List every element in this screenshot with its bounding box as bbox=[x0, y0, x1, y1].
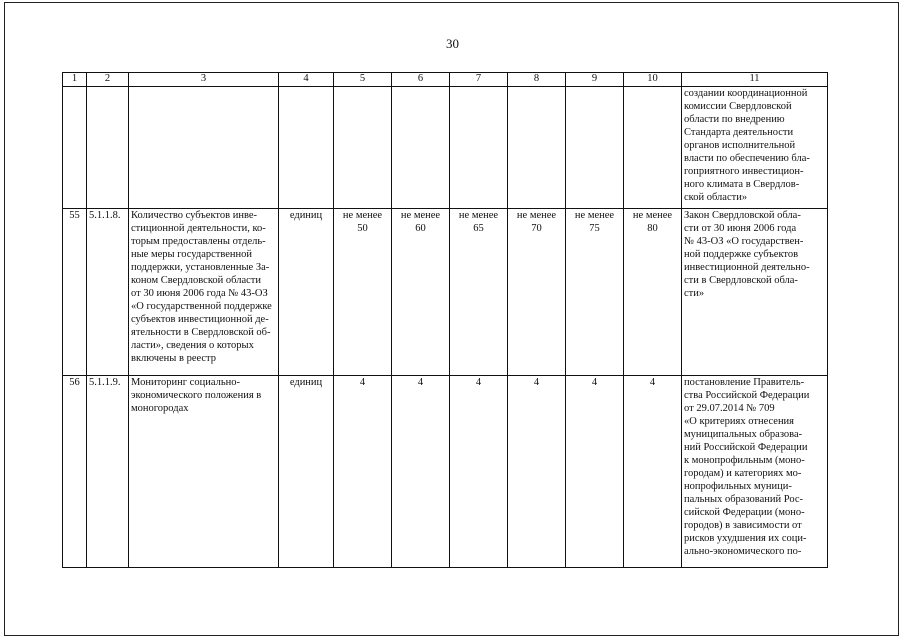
header-cell: 9 bbox=[566, 73, 624, 87]
value-cell: не менее 60 bbox=[392, 209, 450, 376]
table-row bbox=[63, 209, 828, 376]
header-cell: 4 bbox=[279, 73, 334, 87]
row-number: 56 bbox=[63, 376, 87, 568]
indicator-name: Количество субъектов инве- стиционной деятельности, ко- торым предоставлены отдель- ные меры государственной поддержки, установленные За- коном Свердловской области от 30 июня 2006 года № 43-ОЗ «О государственной поддержке субъектов инвестиционной де- ятельности в Свердловской об- ласти», сведения о которых включены в реестр bbox=[129, 209, 279, 376]
header-cell: 6 bbox=[392, 73, 450, 87]
unit-cell: единиц bbox=[279, 376, 334, 568]
value-cell: не менее 70 bbox=[508, 209, 566, 376]
header-cell: 1 bbox=[63, 73, 87, 87]
page-number: 30 bbox=[446, 36, 459, 51]
table-row-continuation bbox=[63, 87, 828, 209]
header-cell: 11 bbox=[682, 73, 828, 87]
value-cell: 4 bbox=[450, 376, 508, 568]
header-cell: 7 bbox=[450, 73, 508, 87]
value-cell: не менее 75 bbox=[566, 209, 624, 376]
header-cell: 2 bbox=[87, 73, 129, 87]
header-cell: 10 bbox=[624, 73, 682, 87]
header-cell: 5 bbox=[334, 73, 392, 87]
legal-basis-cell: постановление Правитель- ства Российской Федерации от 29.07.2014 № 709 «О критериях отнесения муниципальных образова- ний Российской Федерации к монопрофильным (моно- городам) и категориях мо- нопрофильных муници- пальных образований Рос- сийской Федерации (моно- городов) в зависимости от рисков ухудшения их соци- ально-экономического по- bbox=[682, 376, 828, 568]
legal-basis-cell: создании координационной комиссии Свердловской области по внедрению Стандарта деятельности органов исполнительной власти по обеспечению бла- гоприятного инвестицион- ного климата в Свердлов- ской области» bbox=[682, 87, 828, 209]
table-header-row bbox=[63, 73, 828, 87]
value-cell: не менее 50 bbox=[334, 209, 392, 376]
value-cell: не менее 80 bbox=[624, 209, 682, 376]
table-row bbox=[63, 376, 828, 568]
legal-basis-cell: Закон Свердловской обла- сти от 30 июня 2006 года № 43-ОЗ «О государствен- ной поддержке субъектов инвестиционной деятельно- сти в Свердловской обла- сти» bbox=[682, 209, 828, 376]
value-cell: 4 bbox=[334, 376, 392, 568]
indicator-code: 5.1.1.9. bbox=[87, 376, 129, 568]
value-cell: 4 bbox=[566, 376, 624, 568]
indicators-table bbox=[62, 72, 828, 568]
value-cell: не менее 65 bbox=[450, 209, 508, 376]
header-cell: 8 bbox=[508, 73, 566, 87]
row-number: 55 bbox=[63, 209, 87, 376]
indicator-code: 5.1.1.8. bbox=[87, 209, 129, 376]
value-cell: 4 bbox=[624, 376, 682, 568]
value-cell: 4 bbox=[392, 376, 450, 568]
unit-cell: единиц bbox=[279, 209, 334, 376]
value-cell: 4 bbox=[508, 376, 566, 568]
indicator-name: Мониторинг социально- экономического положения в моногородах bbox=[129, 376, 279, 568]
header-cell: 3 bbox=[129, 73, 279, 87]
